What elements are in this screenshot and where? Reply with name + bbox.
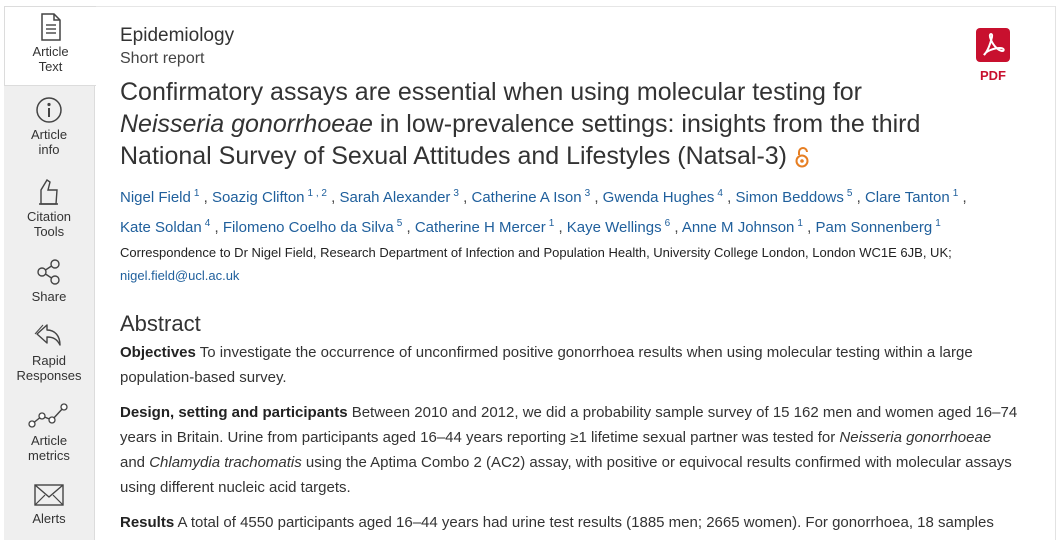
sidebar-label: Rapid Responses bbox=[16, 353, 82, 383]
article-sidebar bbox=[4, 6, 95, 540]
author-link[interactable]: Gwenda Hughes $^4$ bbox=[602, 188, 723, 206]
abstract-design: Design, setting and participants Between 2010 and 2012, we did a probability sample survey of 15 162 men and women aged 16–74 years in Britain. Urine from participants aged 16–44 years reporting ≥1 lifetime sexual partner was tested for Neisseria gonorrhoeae and Chlamydia trachomatis using the Aptima Combo 2 (AC2) assay, with positive or equivocal results confirmed with molecular assays using different nucleic acid targets. bbox=[120, 404, 1018, 496]
abstract-heading: Abstract bbox=[120, 311, 201, 336]
author-link[interactable]: Simon Beddows $^5$ bbox=[735, 188, 853, 206]
info-icon bbox=[35, 96, 63, 124]
reply-icon bbox=[34, 322, 64, 350]
author-list: Nigel Field $^1$ , Soazig Clifton $^{1 , 2}$ , Sarah Alexander $^3$ , Catherine A Ison $^3$ , Gwenda Hughes $^4$ , Simon Beddows $^5$ , Clare Tanton $^1$ , Kate Soldan $^4$ , Filomeno Coelho da Silva $^5$ , Catherine H Mercer $^1$ , Kaye Wellings $^6$ , Anne M Johnson $^1$ , Pam Sonnenberg $^1$ bbox=[120, 188, 967, 236]
author-link[interactable]: Clare Tanton $^1$ bbox=[864, 188, 959, 206]
article-category: Epidemiology bbox=[120, 25, 235, 46]
author-link[interactable]: Anne M Johnson $^1$ bbox=[681, 218, 803, 236]
article-type: Short report bbox=[120, 50, 205, 67]
sidebar-label: Article metrics bbox=[28, 433, 70, 463]
sidebar-label: Article info bbox=[30, 127, 68, 157]
sidebar-item-article-text[interactable] bbox=[4, 6, 96, 86]
author-link[interactable]: Pam Sonnenberg $^1$ bbox=[815, 218, 941, 236]
abstract-objectives: Objectives To investigate the occurrence of unconfirmed positive gonorrhoea results when using molecular testing within a large population-based survey. bbox=[120, 344, 973, 386]
email-link[interactable]: nigel.field@ucl.ac.uk bbox=[120, 268, 240, 283]
sidebar-label: Alerts bbox=[32, 511, 66, 526]
sidebar-item-alerts[interactable] bbox=[4, 482, 94, 526]
pdf-download-button[interactable] bbox=[975, 28, 1011, 83]
author-link[interactable]: Soazig Clifton $^{1 , 2}$ bbox=[211, 188, 327, 206]
author-link[interactable]: Filomeno Coelho da Silva $^5$ bbox=[222, 218, 403, 236]
pdf-icon bbox=[976, 28, 1010, 62]
sidebar-item-article-metrics[interactable] bbox=[4, 402, 94, 463]
sidebar-item-citation-tools[interactable] bbox=[4, 178, 94, 239]
metrics-icon bbox=[28, 402, 70, 430]
page-title: Confirmatory assays are essential when using molecular testing for Neisseria gonorrhoeae in low-prevalence settings: insights from the third National Survey of Sexual Attitudes and Lifestyles (Natsal-3) bbox=[120, 78, 921, 170]
sidebar-label: Citation Tools bbox=[26, 209, 72, 239]
correspondence: Correspondence to Dr Nigel Field, Research Department of Infection and Population Health, University College London, London WC1E 6JB, UK; nigel.field@ucl.ac.uk bbox=[120, 245, 952, 283]
author-link[interactable]: Catherine H Mercer $^1$ bbox=[414, 218, 555, 236]
sidebar-item-rapid-responses[interactable] bbox=[4, 322, 94, 383]
envelope-icon bbox=[33, 482, 65, 508]
abstract-results: Results A total of 4550 participants aged 16–44 years had urine test results (1885 men; 2665 women). For gonorrhoea, 18 samples bbox=[120, 514, 994, 531]
document-icon bbox=[40, 13, 62, 41]
sidebar-label: Article Text bbox=[32, 44, 69, 74]
sidebar-item-article-info[interactable] bbox=[4, 96, 94, 157]
author-link[interactable]: Nigel Field $^1$ bbox=[120, 188, 200, 206]
citation-icon bbox=[36, 178, 62, 206]
author-link[interactable]: Catherine A Ison $^3$ bbox=[471, 188, 591, 206]
pdf-label: PDF bbox=[980, 68, 1006, 83]
author-link[interactable]: Kaye Wellings $^6$ bbox=[566, 218, 671, 236]
share-icon bbox=[35, 258, 63, 286]
right-border bbox=[1055, 6, 1056, 540]
sidebar-label: Share bbox=[31, 289, 67, 304]
author-link[interactable]: Kate Soldan $^4$ bbox=[120, 218, 211, 236]
author-link[interactable]: Sarah Alexander $^3$ bbox=[339, 188, 459, 206]
top-border bbox=[94, 6, 1056, 7]
open-access-icon bbox=[795, 146, 809, 168]
sidebar-item-share[interactable] bbox=[4, 258, 94, 304]
